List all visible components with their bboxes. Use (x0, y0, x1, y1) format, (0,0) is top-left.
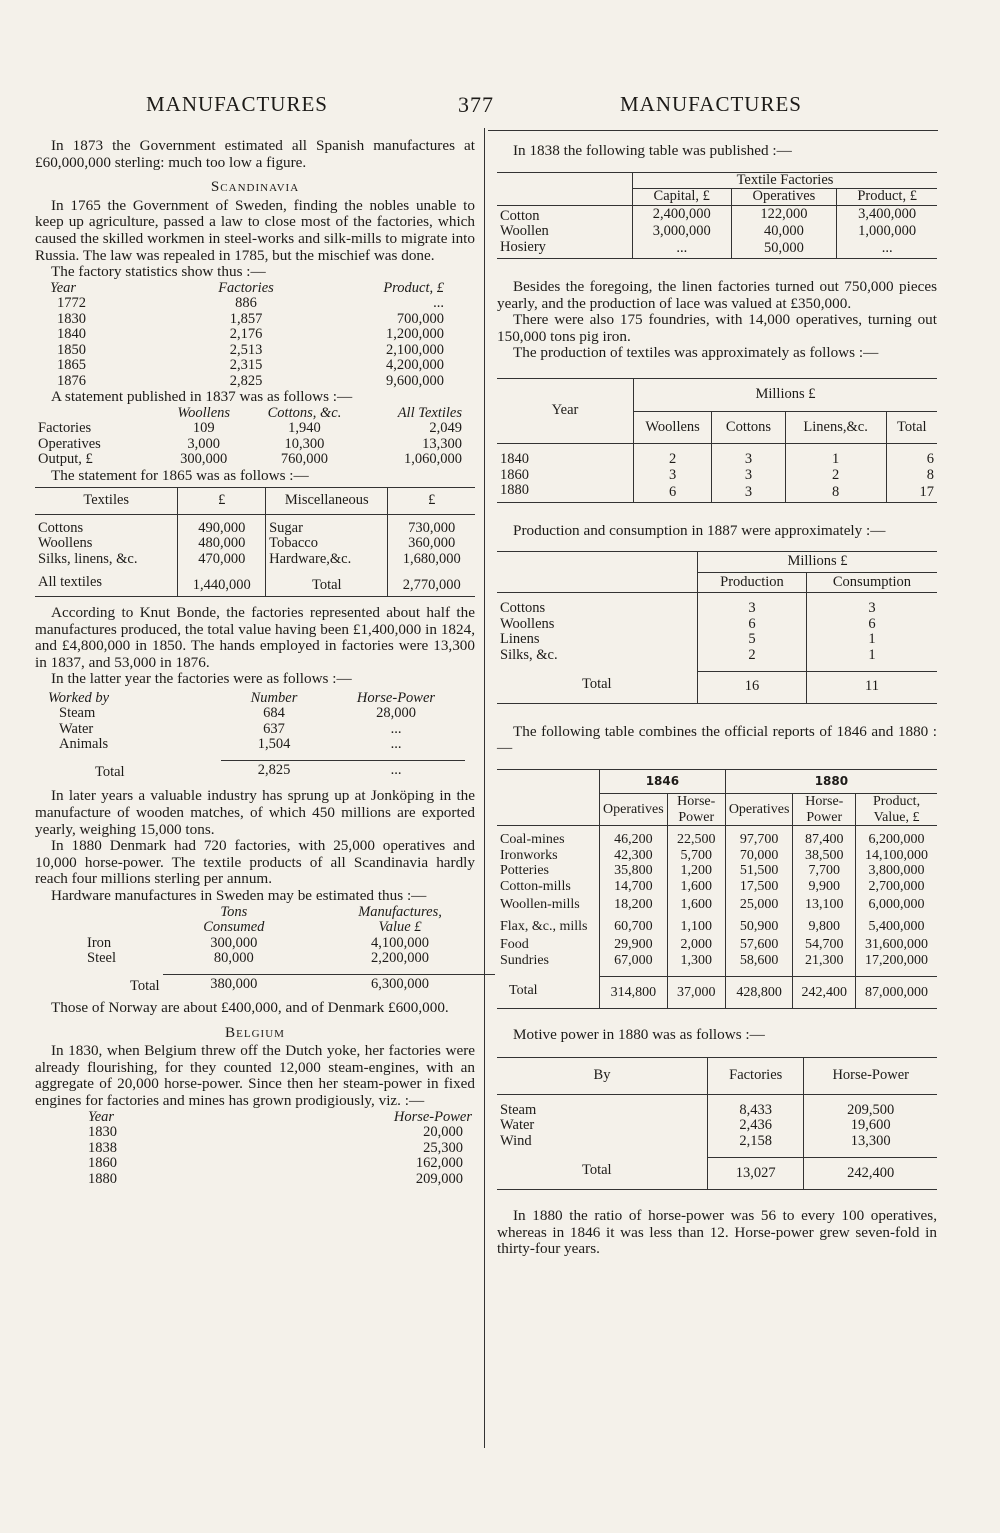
table-row: Steam 8,433 209,500 (497, 1103, 937, 1119)
table-row: Cottons 490,000 Sugar 730,000 (35, 521, 475, 537)
table-row: Ironworks 42,300 5,700 70,000 38,500 14,100,000 (497, 848, 937, 864)
paragraph: There were also 175 foundries, with 14,000 operatives, turning out 150,000 tons pig iron. (497, 311, 937, 345)
column-header: Woollens (177, 404, 231, 421)
paragraph: In the latter year the factories were as follows :— (51, 670, 352, 688)
column-header: All Textiles (397, 404, 462, 421)
page-number: 377 (458, 92, 494, 117)
paragraph: According to Knut Bonde, the factories represented about half the manufactures produced, the total value having been £1,400,000 in 1824, and £4,800,000 in 1850. The hands employed in factories were 13,300 in 1837, and 53,000 in 1876. (35, 603, 475, 671)
column-header: Miscellaneous (266, 488, 388, 515)
paragraph: The production of textiles was approximately as follows :— (513, 344, 879, 362)
column-header: Horse-Power (356, 689, 436, 706)
section-heading-scandinavia: Scandinavia (210, 178, 300, 196)
statement-1837-table (35, 406, 465, 468)
total-row: Total 13,027 242,400 (497, 1157, 937, 1189)
right-column (497, 138, 937, 1258)
group-header: Millions £ (698, 552, 938, 573)
running-head-right: MANUFACTURES (620, 92, 802, 116)
table-row: Linens 5 1 (497, 632, 937, 648)
column-header: Product, Value, £ (856, 794, 937, 826)
paragraph: The factory statistics show thus :— (51, 263, 266, 281)
column-header: Capital, £ (633, 189, 732, 206)
table-row: Wind 2,158 13,300 (497, 1134, 937, 1150)
column-header: Operatives (731, 189, 837, 206)
column-header: Factories (708, 1058, 804, 1095)
table-row: Flax, &c., mills 60,700 1,100 50,900 9,800 5,400,000 (497, 916, 937, 938)
column-header: Consumed (203, 919, 265, 936)
table-row: 1880 6 3 8 17 (497, 483, 937, 502)
year-header-1846: 1846 (600, 769, 726, 794)
table-row: Cotton-mills 14,700 1,600 17,500 9,900 2,700,000 (497, 879, 937, 895)
column-header: Production (698, 572, 807, 593)
column-header: Consumption (806, 572, 937, 593)
table-row: Woollen-mills 18,200 1,600 25,000 13,100 6,000,000 (497, 894, 937, 916)
total-row: Total 2,825 ... (95, 762, 402, 780)
column-header: £ (388, 488, 475, 515)
table-row: 1840 2,176 1,200,000 (57, 326, 444, 343)
table-row: Output, £ 300,000 760,000 1,060,000 (38, 451, 462, 468)
running-head-left: MANUFACTURES (146, 92, 328, 116)
table-row: 1838 25,300 (88, 1139, 463, 1156)
table-row: Operatives 3,000 10,300 13,300 (38, 435, 462, 452)
table-row: 1772 886 ... (57, 295, 444, 312)
column-header: Operatives (725, 794, 793, 826)
table-row: Potteries 35,800 1,200 51,500 7,700 3,800,000 (497, 863, 937, 879)
paragraph: Those of Norway are about £400,000, and of Denmark £600,000. (51, 999, 449, 1017)
paragraph: In 1838 the following table was published :— (513, 142, 792, 159)
hardware-table (75, 905, 495, 995)
statement-1865-table (35, 487, 475, 597)
column-header: Product, £ (837, 189, 937, 206)
top-rule (488, 130, 938, 131)
official-reports-table (497, 769, 937, 1009)
paragraph: In 1880 the ratio of horse-power was 56 to every 100 operatives, whereas in 1846 it was less than 12. Horse-power grew seven-fold in thirty-four years. (497, 1206, 937, 1258)
left-column (35, 138, 475, 1187)
table-row: Woollen 3,000,000 40,000 1,000,000 (497, 224, 937, 240)
worked-by-table (45, 691, 465, 781)
column-header: Linens,&c. (785, 411, 886, 444)
column-header: Cottons (712, 411, 786, 444)
table-row: 1850 2,513 2,100,000 (57, 341, 444, 358)
textile-factories-1838-table (497, 172, 937, 260)
column-header: Value £ (378, 919, 422, 936)
table-row: Steam 684 28,000 (59, 705, 416, 722)
column-header: Horse-Power (393, 1108, 472, 1125)
group-header: Textile Factories (633, 172, 938, 189)
column-header: Total (886, 411, 937, 444)
paragraph: In 1880 Denmark had 720 factories, with 25,000 operatives and 10,000 horse-power. The textile products of all Scandinavia hardly reach four millions sterling per annum. (35, 837, 475, 888)
table-row: 1876 2,825 9,600,000 (57, 372, 444, 389)
paragraph: In 1873 the Government estimated all Spanish manufactures at £60,000,000 sterling: much too low a figure. (35, 137, 475, 171)
total-row: Total 314,800 37,000 428,800 242,400 87,000,000 (497, 976, 937, 1008)
table-row: 1860 3 3 2 8 (497, 468, 937, 484)
table-row: Iron 300,000 4,100,000 (87, 934, 430, 951)
table-row: Steel 80,000 2,200,000 (87, 950, 430, 967)
total-row: All textiles 1,440,000 Total 2,770,000 (35, 575, 475, 596)
production-consumption-table (497, 551, 937, 704)
column-header: Horse-Power (793, 794, 856, 826)
table-row: Silks, &c. 2 1 (497, 648, 937, 664)
column-header: Textiles (83, 492, 130, 509)
column-header: £ (178, 488, 266, 515)
table-row: Coal-mines 46,200 22,500 97,700 87,400 6,200,000 (497, 832, 937, 848)
column-header: Year (88, 1108, 115, 1125)
table-row: Woollens 480,000 Tobacco 360,000 (35, 536, 475, 552)
column-header: Tons (220, 903, 248, 920)
column-header: By (593, 1067, 611, 1084)
table-row: Water 2,436 19,600 (497, 1118, 937, 1134)
column-header: Horse-Power (804, 1058, 937, 1095)
column-divider (484, 128, 485, 1448)
column-header: Number (250, 689, 298, 706)
paragraph: Production and consumption in 1887 were approximately :— (513, 521, 886, 539)
table-row: Cottons 3 3 (497, 601, 937, 617)
table-row: Water 637 ... (59, 720, 402, 737)
section-heading-belgium: Belgium (225, 1023, 285, 1041)
belgium-steam-power-table (85, 1110, 475, 1188)
paragraph: Besides the foregoing, the linen factories turned out 750,000 pieces yearly, and the production of lace was valued at £350,000. (497, 278, 937, 312)
table-row: Woollens 6 6 (497, 617, 937, 633)
table-row: Food 29,900 2,000 57,600 54,700 31,600,000 (497, 937, 937, 953)
table-row: Animals 1,504 ... (59, 736, 402, 753)
table-row: Factories 109 1,940 2,049 (38, 420, 462, 437)
total-row: Total 16 11 (497, 671, 937, 703)
table-row: 1830 1,857 700,000 (57, 310, 444, 327)
column-header: Horse-Power (667, 794, 725, 826)
column-header: Year (497, 379, 634, 444)
column-header: Product, £ (383, 279, 444, 296)
table-row: 1840 2 3 1 6 (497, 452, 937, 468)
table-row: 1860 162,000 (88, 1155, 463, 1172)
column-header: Year (50, 279, 77, 296)
column-header: Worked by (48, 689, 110, 706)
paragraph: A statement published in 1837 was as follows :— (51, 388, 353, 406)
paragraph: Hardware manufactures in Sweden may be estimated thus :— (51, 886, 427, 904)
table-row: Silks, linens, &c. 470,000 Hardware,&c. 1,680,000 (35, 552, 475, 568)
column-header: Woollens (634, 411, 712, 444)
year-header-1880: 1880 (725, 769, 937, 794)
table-row: Hosiery ... 50,000 ... (497, 240, 937, 259)
column-header: Factories (218, 279, 274, 296)
textile-production-table (497, 378, 937, 503)
paragraph: In 1765 the Government of Sweden, finding the nobles unable to keep up agriculture, passed a law to close most of the factories, which caused the skilled workmen in steel-works and silk-mills to migrate into Russia. The law was repealed in 1785, but the mischief was done. (35, 196, 475, 264)
table-row: Cotton 2,400,000 122,000 3,400,000 (497, 205, 937, 224)
paragraph: The statement for 1865 was as follows :— (51, 466, 309, 484)
total-row: Total 380,000 6,300,000 (130, 975, 430, 994)
table-row: 1865 2,315 4,200,000 (57, 357, 444, 374)
motive-power-table (497, 1057, 937, 1190)
paragraph: The following table combines the official reports of 1846 and 1880 :— (497, 722, 937, 757)
table-row: 1880 209,000 (88, 1170, 463, 1187)
group-header: Millions £ (634, 379, 938, 412)
factory-statistics-table (47, 281, 447, 390)
table-row: Sundries 67,000 1,300 58,600 21,300 17,200,000 (497, 953, 937, 969)
column-header: Manufactures, (358, 903, 442, 920)
paragraph: In 1830, when Belgium threw off the Dutch yoke, her factories were already flourishing, for they counted 12,000 steam-engines, with an aggregate of 20,000 horse-power. Since then her steam-power in fixed engines for factories and mines has grown prodigiously, viz. :— (35, 1042, 475, 1110)
column-header: Operatives (600, 794, 668, 826)
table-row: 1830 20,000 (88, 1124, 463, 1141)
column-header: Cottons, &c. (267, 404, 342, 421)
paragraph: In later years a valuable industry has sprung up at Jonköping in the manufacture of wooden matches, of which 450 millions are exported yearly, weighing 15,000 tons. (35, 787, 475, 838)
paragraph: Motive power in 1880 was as follows :— (513, 1025, 765, 1043)
